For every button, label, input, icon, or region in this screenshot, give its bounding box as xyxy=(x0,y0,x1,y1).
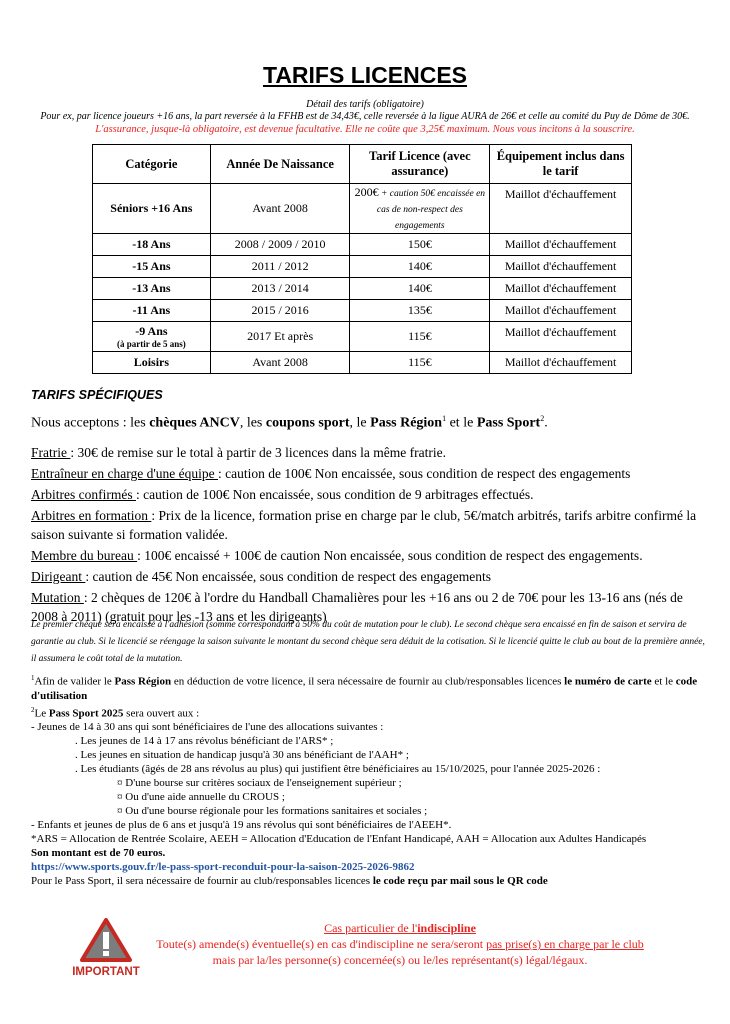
list-item: ¤ D'une bourse sur critères sociaux de l'enseignement supérieur ; xyxy=(117,777,402,790)
row-category: Loisirs xyxy=(93,352,211,374)
warning-triangle-icon xyxy=(64,918,148,978)
insurance-note: L'assurance, jusque-là obligatoire, est devenue facultative. Elle ne coûte que 3,25€ maximum. Nous vous incitons à la souscrire. xyxy=(95,124,635,135)
row-price: 115€ xyxy=(350,322,490,352)
text-span: , les xyxy=(239,415,266,431)
price-value: 200€ xyxy=(354,184,379,199)
row-year: Avant 2008 xyxy=(210,184,350,234)
coupons-label: coupons sport xyxy=(265,415,350,431)
list-item xyxy=(31,567,711,586)
row-category: -15 Ans xyxy=(93,256,211,278)
item-label: Arbitres en formation xyxy=(31,508,152,523)
row-equipment: Maillot d'échauffement xyxy=(490,184,632,234)
mutation-note: Le premier chèque sera encaissé à l'adhésion (somme correspondant à 50% du coût de mutation pour le club). Le second chèque sera encaissé en fin de saison et servira de garantie au club. Si le licencié se réengage la saison suivante le montant du second chèque sera déduit de la cotisation. Si le licencié quitte le club au bout de la première année, il assumera le coût total de la mutation. xyxy=(31,620,705,664)
list-item: . Les jeunes de 14 à 17 ans révolus bénéficiant de l'ARS* ; xyxy=(75,735,334,748)
row-category: -18 Ans xyxy=(93,234,211,256)
important-label: IMPORTANT xyxy=(72,966,140,978)
row-category: -13 Ans xyxy=(93,278,211,300)
header-tarif: Tarif Licence (avec assurance) xyxy=(350,145,490,184)
header-categorie: Catégorie xyxy=(93,145,211,184)
list-item xyxy=(31,443,711,462)
tarifs-detail-note: Détail des tarifs (obligatoire) xyxy=(306,99,424,110)
table-row xyxy=(93,184,632,234)
item-label: Dirigeant xyxy=(31,569,86,584)
row-category xyxy=(93,322,211,352)
ancv-label: chèques ANCV xyxy=(149,415,240,431)
table-header-row xyxy=(93,145,632,184)
indiscipline-heading xyxy=(150,920,650,936)
pass-sport-link[interactable]: https://www.sports.gouv.fr/le-pass-sport-reconduit-pour-la-saison-2025-2026-9862 xyxy=(31,861,415,874)
table-row xyxy=(93,352,632,374)
table-row xyxy=(93,256,632,278)
abbreviations-note: *ARS = Allocation de Rentrée Scolaire, AEEH = Allocation d'Education de l'Enfant Handicapé, AAH = Allocation aux Adultes Handicapés xyxy=(31,833,647,846)
row-price: 135€ xyxy=(350,300,490,322)
row-category: -11 Ans xyxy=(93,300,211,322)
footnotes xyxy=(31,671,711,888)
row-year: 2015 / 2016 xyxy=(210,300,350,322)
row-equipment: Maillot d'échauffement xyxy=(490,352,632,374)
text-span: Afin de valider le xyxy=(34,675,115,688)
footnote-number: 2 xyxy=(31,705,35,714)
footnote-1 xyxy=(31,671,711,703)
row-year: 2008 / 2009 / 2010 xyxy=(210,234,350,256)
item-text: : 100€ encaissé + 100€ de caution Non encaissée, sous condition de respect des engagements. xyxy=(137,548,643,563)
text-underlined: pas prise(s) en charge par le club xyxy=(486,937,644,951)
item-label: Fratrie xyxy=(31,445,71,460)
text-span: , le xyxy=(349,415,371,431)
text-bold: le code reçu par mail sous le QR code xyxy=(372,875,548,888)
tarifs-table xyxy=(92,144,632,374)
table-row xyxy=(93,322,632,352)
text-bold: code d'utilisation xyxy=(31,675,698,702)
item-text: : 2 chèques de 120€ à l'ordre du Handball Chamalières pour les +16 ans ou 2 de 70€ pour les 13-16 ans (nés de 2008 à 2011) (gratuit pour les -13 ans et les dirigeants) xyxy=(31,590,683,624)
specific-tarifs-heading: TARIFS SPÉCIFIQUES xyxy=(31,388,163,402)
row-year: 2017 Et après xyxy=(210,322,350,352)
text-bold: Pass Région xyxy=(114,675,172,688)
pass-sport-label: Pass Sport xyxy=(476,415,541,431)
header-annee: Année De Naissance xyxy=(210,145,350,184)
row-price: 140€ xyxy=(350,278,490,300)
row-year: 2013 / 2014 xyxy=(210,278,350,300)
text-span: en déduction de votre licence, il sera nécessaire de fournir au club/responsables licences xyxy=(171,675,565,688)
text-span: Toute(s) amende(s) éventuelle(s) en cas d'indiscipline ne sera/seront xyxy=(156,937,487,951)
indiscipline-notice xyxy=(150,920,650,968)
item-label: Mutation xyxy=(31,590,84,605)
row-price: 150€ xyxy=(350,234,490,256)
table-row xyxy=(93,300,632,322)
row-equipment: Maillot d'échauffement xyxy=(490,234,632,256)
row-price xyxy=(350,184,490,234)
text-span: et le xyxy=(651,675,676,688)
list-item: ¤ Ou d'une aide annuelle du CROUS ; xyxy=(117,791,285,804)
list-item xyxy=(31,485,711,504)
row-equipment: Maillot d'échauffement xyxy=(490,322,632,352)
table-row xyxy=(93,234,632,256)
list-item: ¤ Ou d'une bourse régionale pour les formations sanitaires et sociales ; xyxy=(117,805,428,818)
item-text: : Prix de la licence, formation prise en charge par le club, 5€/match arbitrés, tarifs arbitre confirmé la saison suivante si formation validée. xyxy=(31,508,697,542)
specific-tarifs-list xyxy=(31,443,711,628)
row-price: 115€ xyxy=(350,352,490,374)
footnote-ref: 1 xyxy=(442,414,447,423)
indiscipline-line xyxy=(150,936,650,952)
row-equipment: Maillot d'échauffement xyxy=(490,256,632,278)
price-note: + caution 50€ encaissée en cas de non-respect des engagements xyxy=(376,188,486,231)
text-bold: indiscipline xyxy=(417,921,476,935)
item-text: : caution de 100€ Non encaissée, sous condition de 9 arbitrages effectués. xyxy=(135,487,534,502)
row-year: Avant 2008 xyxy=(210,352,350,374)
text-span: sera ouvert aux : xyxy=(123,707,200,720)
list-item: - Jeunes de 14 à 30 ans qui sont bénéficiaires de l'une des allocations suivantes : xyxy=(31,721,384,734)
item-label: Arbitres confirmés xyxy=(31,487,136,502)
text-span: Cas particulier de l' xyxy=(324,921,418,935)
row-category: Séniors +16 Ans xyxy=(93,184,211,234)
text-span: Pour le Pass Sport, il sera nécessaire de fournir au club/responsables licences xyxy=(31,875,373,888)
pass-region-label: Pass Région xyxy=(370,415,443,431)
header-equipement: Équipement inclus dans le tarif xyxy=(490,145,632,184)
list-item xyxy=(31,464,711,483)
list-item: . Les étudiants (âgés de 28 ans révolus au plus) qui justifient être bénéficiaires au 15/10/2025, pour l'année 2025-2026 : xyxy=(75,763,601,776)
category-note: (à partir de 5 ans) xyxy=(116,339,186,349)
row-equipment: Maillot d'échauffement xyxy=(490,300,632,322)
row-year: 2011 / 2012 xyxy=(210,256,350,278)
list-item: - Enfants et jeunes de plus de 6 ans et jusqu'à 19 ans révolus qui sont bénéficiaires de l'AEEH*. xyxy=(31,819,452,832)
footnote-2 xyxy=(31,703,711,721)
row-price: 140€ xyxy=(350,256,490,278)
text-bold: le numéro de carte xyxy=(564,675,652,688)
item-label: Entraîneur en charge d'une équipe xyxy=(31,466,218,481)
text-span: Le xyxy=(34,707,49,720)
item-text: : 30€ de remise sur le total à partir de 3 licences dans la même fratrie. xyxy=(70,445,446,460)
page-title: TARIFS LICENCES xyxy=(262,62,468,88)
text-span: . xyxy=(544,415,548,431)
item-label: Membre du bureau xyxy=(31,548,138,563)
row-equipment: Maillot d'échauffement xyxy=(490,278,632,300)
list-item xyxy=(31,506,711,544)
footnote-ref: 2 xyxy=(540,414,545,423)
text-span: Nous acceptons : les xyxy=(31,415,150,431)
list-item: . Les jeunes en situation de handicap jusqu'à 30 ans bénéficiant de l'AAH* ; xyxy=(75,749,409,762)
footnote-number: 1 xyxy=(31,674,35,682)
amount-note: Son montant est de 70 euros. xyxy=(31,847,166,860)
item-text: : caution de 100€ Non encaissée, sous condition de respect des engagements xyxy=(217,466,631,481)
pass-sport-note xyxy=(31,874,711,888)
important-warning xyxy=(64,918,148,978)
category-label: -9 Ans xyxy=(135,324,168,338)
text-bold: Pass Sport 2025 xyxy=(48,707,124,720)
federation-share-note: Pour ex, par licence joueurs +16 ans, la part reversée à la FFHB est de 34,43€, celle reversée à la ligue AURA de 26€ et celle au comité du Puy de Dôme de 30€. xyxy=(40,111,690,122)
text-span: et le xyxy=(446,415,477,431)
table-row xyxy=(93,278,632,300)
list-item xyxy=(31,546,711,565)
indiscipline-line: mais par la/les personne(s) concernée(s) ou le/les représentant(s) légal/légaux. xyxy=(212,953,588,967)
accepted-payments xyxy=(31,414,548,432)
item-text: : caution de 45€ Non encaissée, sous condition de respect des engagements xyxy=(85,569,491,584)
